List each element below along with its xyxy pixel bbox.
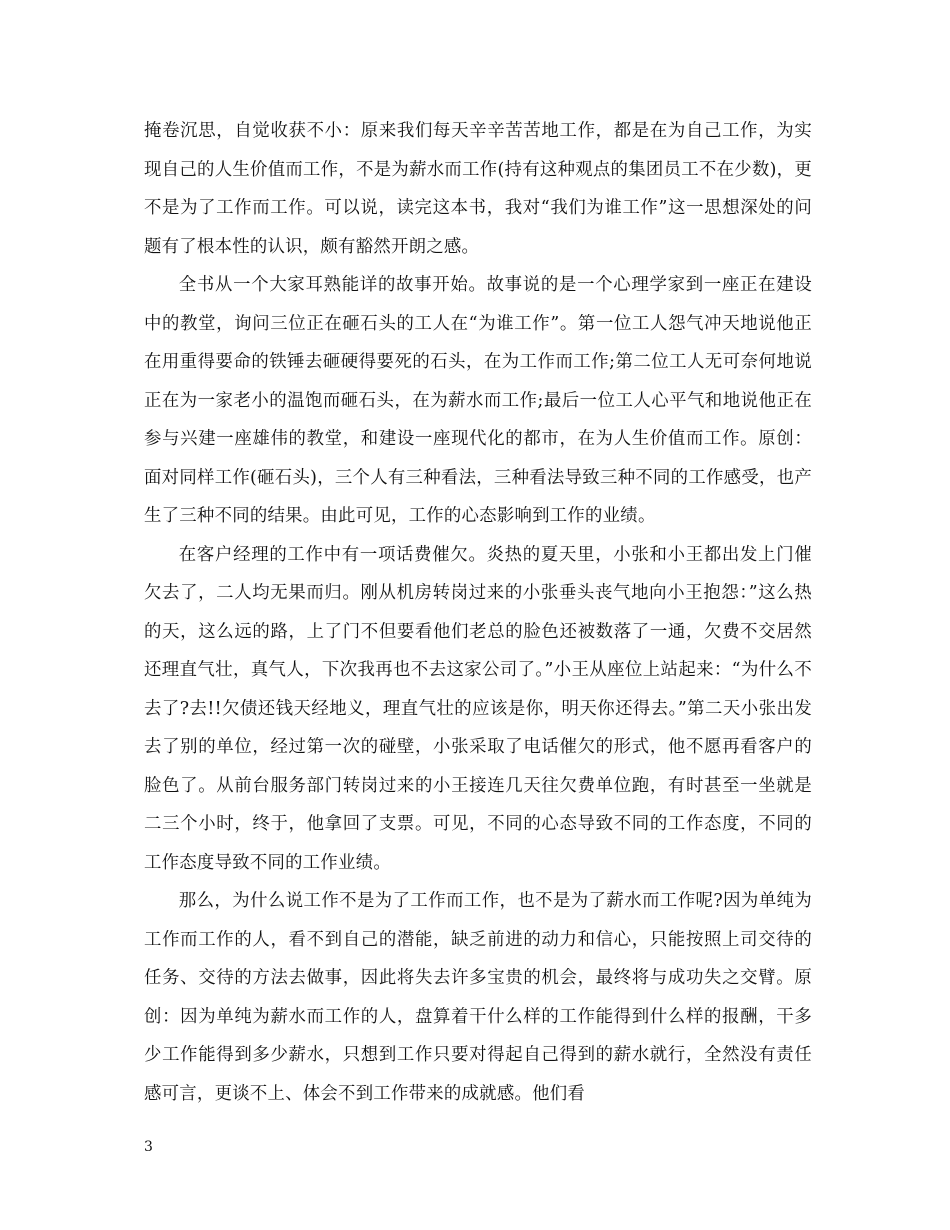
paragraph-1: 掩卷沉思，自觉收获不小：原来我们每天辛辛苦苦地工作，都是在为自己工作，为实现自己的人生价值而工作，不是为薪水而工作(持有这种观点的集团员工不在少数)，更不是为了工作而工作。可以说，读完这本书，我对“我们为谁工作”这一思想深处的问题有了根本性的认识，颇有豁然开朗之感。 [144, 121, 812, 257]
page-number: 3 [144, 1139, 153, 1155]
paragraph-3: 在客户经理的工作中有一项话费催欠。炎热的夏天里，小张和小王都出发上门催欠去了，二人均无果而归。刚从机房转岗过来的小张垂头丧气地向小王抱怨：”这么热的天，这么远的路，上了门不但要看他们老总的脸色还被数落了一通，欠费不交居然还理直气壮，真气人，下次我再也不去这家公司了。”小王从座位上站起来：“为什么不去了?去!!欠债还钱天经地义，理直气壮的应该是你，明天你还得去。”第二天小张出发去了别的单位，经过第一次的碰壁，小张采取了电话催欠的形式，他不愿再看客户的脸色了。从前台服务部门转岗过来的小王接连几天往欠费单位跑，有时甚至一坐就是二三个小时，终于，他拿回了支票。可见，不同的心态导致不同的工作态度，不同的工作态度导致不同的工作业绩。 [144, 544, 812, 873]
paragraph-4: 那么，为什么说工作不是为了工作而工作，也不是为了薪水而工作呢?因为单纯为工作而工作的人，看不到自己的潜能，缺乏前进的动力和信心，只能按照上司交待的任务、交待的方法去做事，因此将失去许多宝贵的机会，最终将与成功失之交臂。原创：因为单纯为薪水而工作的人，盘算着干什么样的工作能得到什么样的报酬，干多少工作能得到多少薪水，只想到工作只要对得起自己得到的薪水就行，全然没有责任感可言，更谈不上、体会不到工作带来的成就感。他们看 [144, 891, 812, 1104]
document-body [144, 112, 812, 1113]
paragraph-2: 全书从一个大家耳熟能详的故事开始。故事说的是一个心理学家到一座正在建设中的教堂，询问三位正在砸石头的工人在“为谁工作”。第一位工人怨气冲天地说他正在用重得要命的铁锤去砸硬得要死的石头，在为工作而工作;第二位工人无可奈何地说正在为一家老小的温饱而砸石头，在为薪水而工作;最后一位工人心平气和地说他正在参与兴建一座雄伟的教堂，和建设一座现代化的都市，在为人生价值而工作。原创：面对同样工作(砸石头)，三个人有三种看法，三种看法导致三种不同的工作感受，也产生了三种不同的结果。由此可见，工作的心态影响到工作的业绩。 [144, 275, 812, 526]
